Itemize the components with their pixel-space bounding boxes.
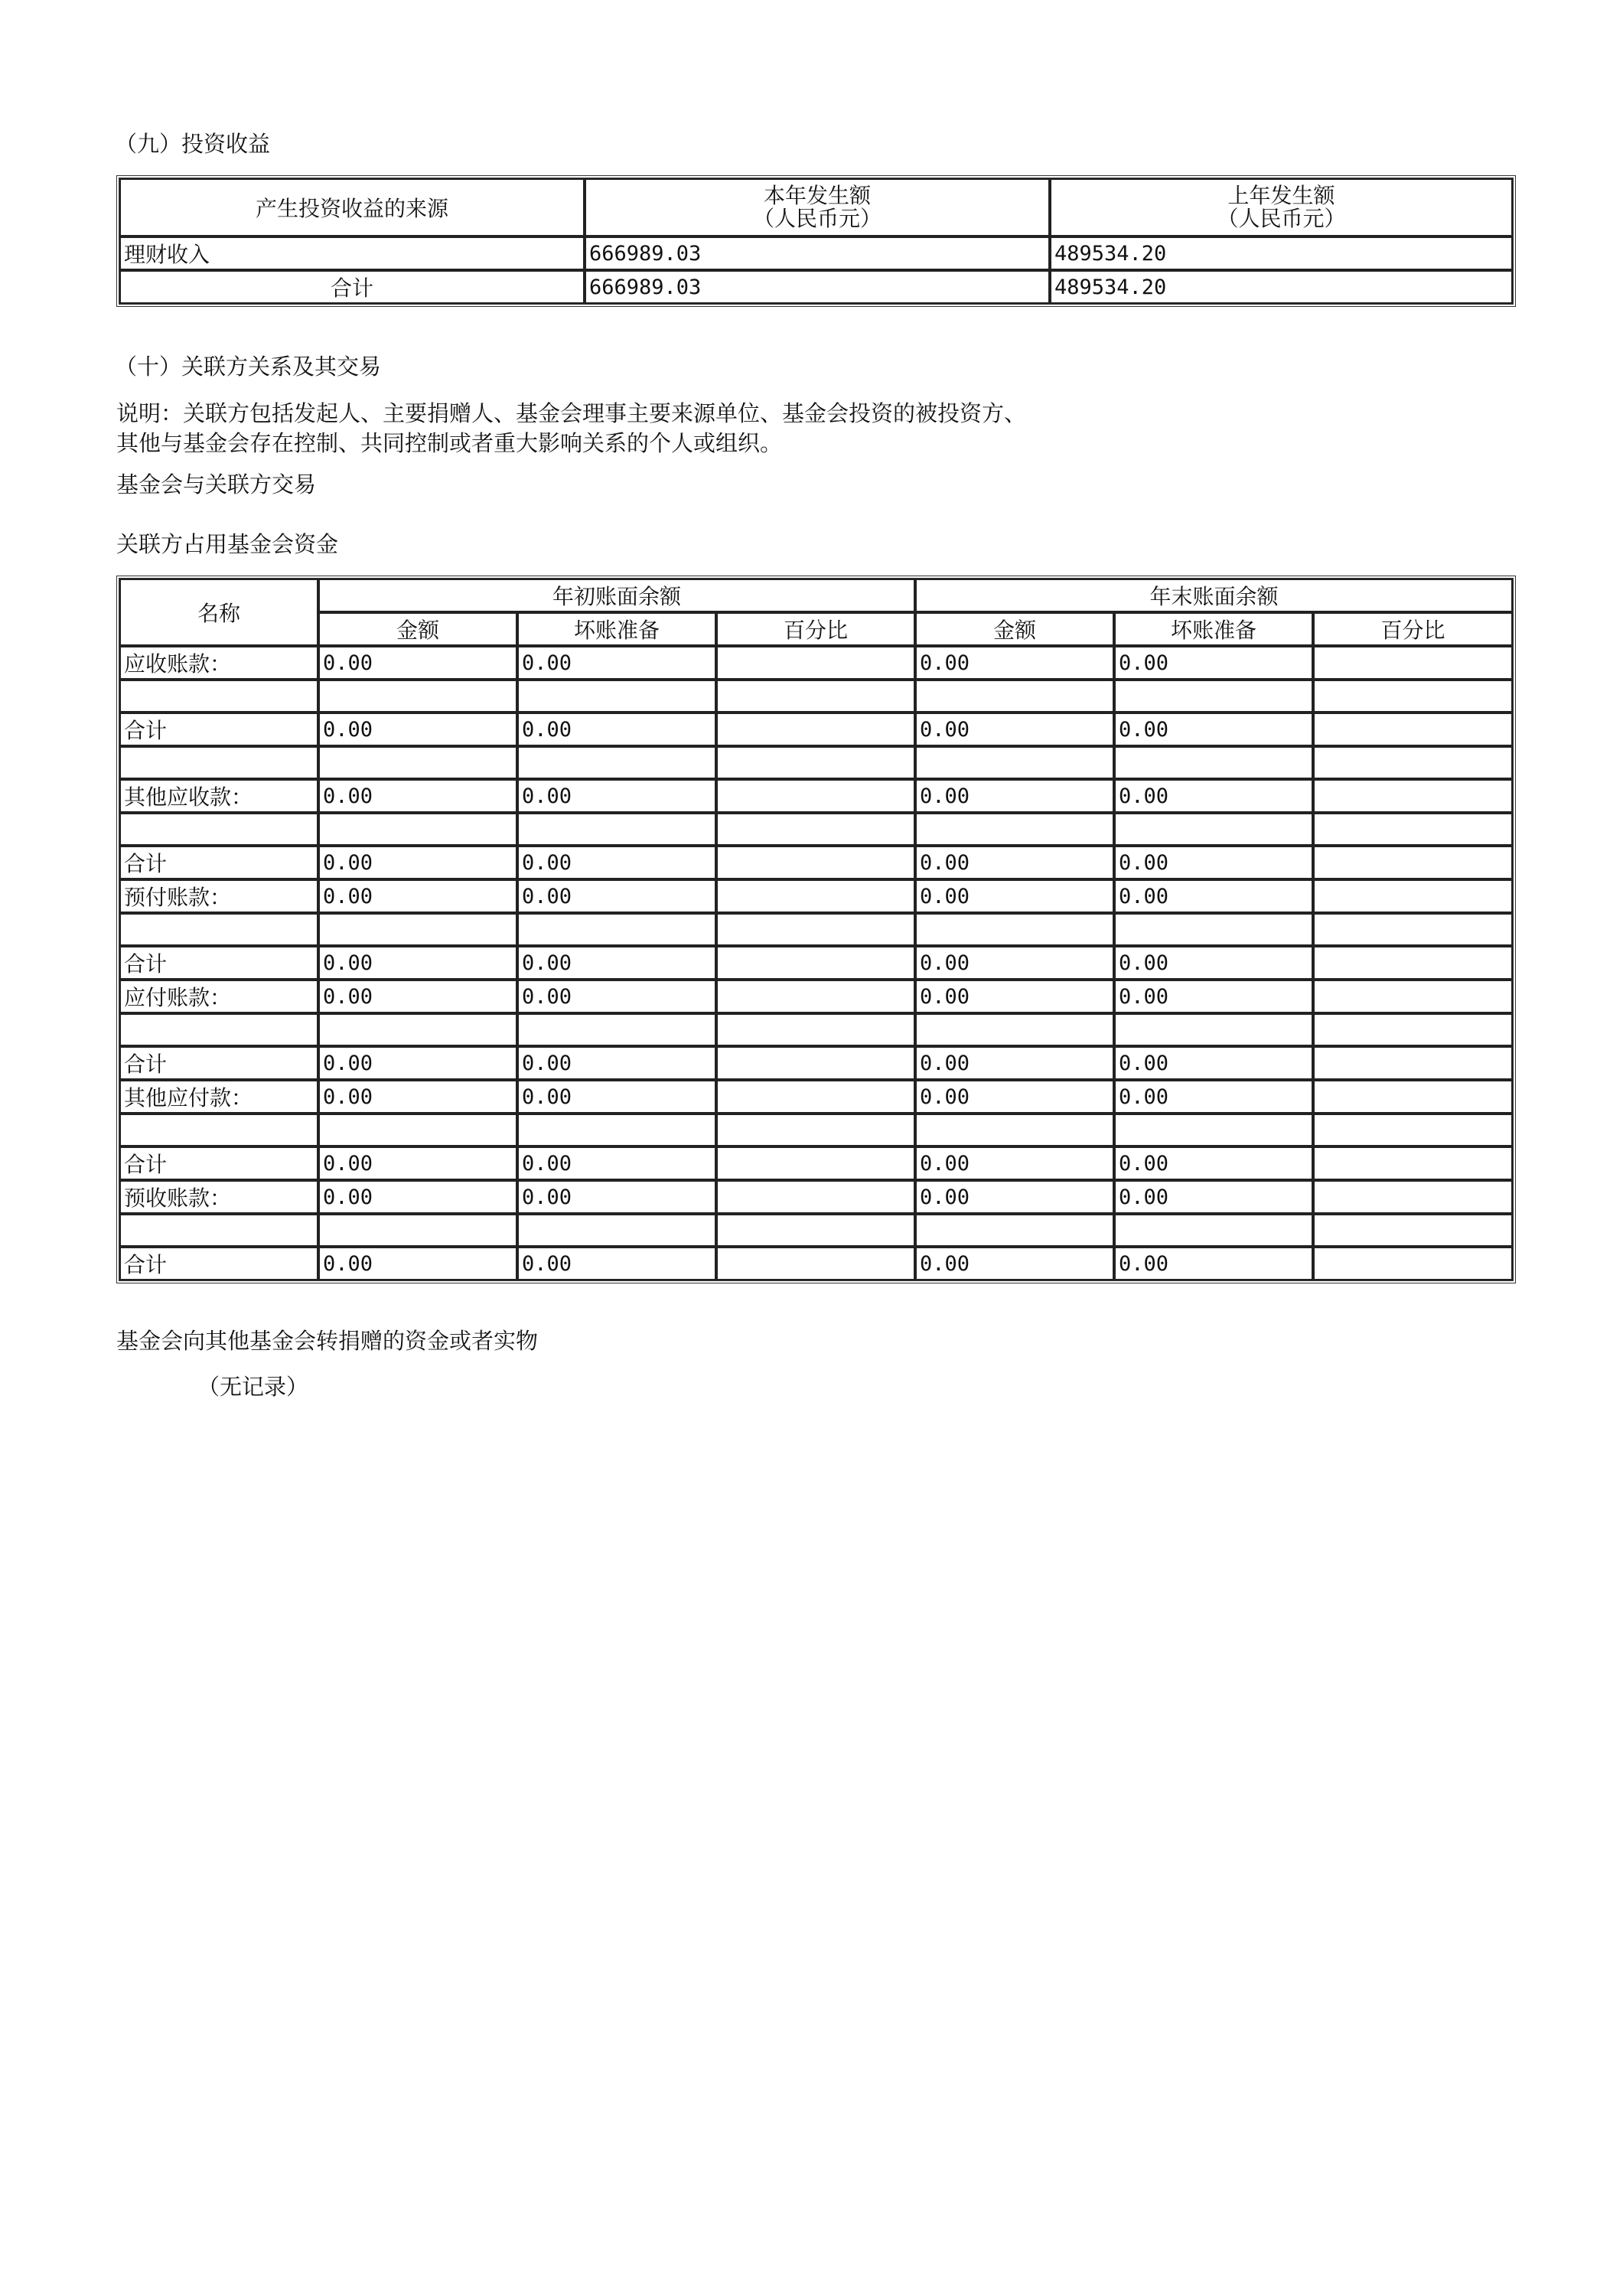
table-row (119, 270, 1513, 304)
begin-bad-debt-cell (517, 1114, 716, 1146)
begin-percent-cell (716, 846, 915, 879)
end-bad-debt-cell: 0.00 (1114, 1180, 1313, 1214)
begin-amount-cell (318, 913, 517, 946)
related-note-line1: 说明：关联方包括发起人、主要捐赠人、基金会理事主要来源单位、基金会投资的被投资方、 (116, 400, 1027, 426)
end-bad-debt-cell (1114, 680, 1313, 713)
begin-bad-debt-cell: 0.00 (517, 1247, 716, 1280)
name-cell (119, 1013, 318, 1046)
table-row (119, 879, 1513, 913)
begin-percent-cell (716, 1046, 915, 1080)
begin-amount-cell: 0.00 (318, 1080, 517, 1114)
current-cell: 666989.03 (585, 270, 1050, 304)
begin-bad-debt-cell: 0.00 (517, 1080, 716, 1114)
begin-amount-cell (318, 1114, 517, 1146)
investment-heading: （九）投资收益 (115, 131, 271, 157)
end-percent-cell (1313, 1080, 1513, 1114)
end-bad-debt-cell: 0.00 (1114, 846, 1313, 879)
begin-amount-cell: 0.00 (318, 1180, 517, 1214)
end-percent-cell (1313, 1046, 1513, 1080)
end-percent-cell (1313, 879, 1513, 913)
begin-percent-cell (716, 946, 915, 980)
table-row (119, 846, 1513, 879)
end-percent-cell (1313, 1013, 1513, 1046)
previous-cell: 489534.20 (1050, 270, 1513, 304)
begin-amount-cell: 0.00 (318, 879, 517, 913)
end-amount-cell: 0.00 (915, 1080, 1114, 1114)
begin-bad-debt-cell: 0.00 (517, 779, 716, 813)
header-name: 名称 (119, 579, 318, 646)
begin-percent-cell (716, 680, 915, 713)
begin-percent-cell (716, 713, 915, 746)
table-row (119, 1013, 1513, 1046)
header-end-bad-debt: 坏账准备 (1114, 612, 1313, 646)
end-percent-cell (1313, 1180, 1513, 1214)
end-percent-cell (1313, 846, 1513, 879)
header-begin-balance: 年初账面余额 (318, 579, 915, 612)
name-cell (119, 746, 318, 779)
source-cell: 理财收入 (119, 236, 585, 270)
begin-amount-cell: 0.00 (318, 646, 517, 680)
end-bad-debt-cell: 0.00 (1114, 980, 1313, 1013)
table-row (119, 1080, 1513, 1114)
name-cell: 预付账款： (119, 879, 318, 913)
end-percent-cell (1313, 1114, 1513, 1146)
name-cell: 其他应付款： (119, 1080, 318, 1114)
end-bad-debt-cell: 0.00 (1114, 1146, 1313, 1180)
header-end-amount: 金额 (915, 612, 1114, 646)
end-percent-cell (1313, 1247, 1513, 1280)
begin-percent-cell (716, 1114, 915, 1146)
begin-amount-cell (318, 813, 517, 846)
end-percent-cell (1313, 1146, 1513, 1180)
end-amount-cell: 0.00 (915, 879, 1114, 913)
occupy-title: 关联方占用基金会资金 (116, 531, 339, 557)
end-bad-debt-cell: 0.00 (1114, 1046, 1313, 1080)
end-amount-cell (915, 680, 1114, 713)
begin-amount-cell: 0.00 (318, 846, 517, 879)
table-row (119, 713, 1513, 746)
end-bad-debt-cell: 0.00 (1114, 713, 1313, 746)
end-percent-cell (1313, 946, 1513, 980)
end-bad-debt-cell: 0.00 (1114, 946, 1313, 980)
end-amount-cell: 0.00 (915, 946, 1114, 980)
table-row (119, 779, 1513, 813)
table-row (119, 680, 1513, 713)
table-row (119, 1214, 1513, 1247)
end-percent-cell (1313, 813, 1513, 846)
begin-bad-debt-cell: 0.00 (517, 713, 716, 746)
name-cell: 预收账款： (119, 1180, 318, 1214)
end-bad-debt-cell (1114, 1114, 1313, 1146)
end-bad-debt-cell (1114, 746, 1313, 779)
end-amount-cell: 0.00 (915, 713, 1114, 746)
end-percent-cell (1313, 980, 1513, 1013)
end-bad-debt-cell: 0.00 (1114, 1080, 1313, 1114)
table-row (119, 1046, 1513, 1080)
begin-bad-debt-cell (517, 913, 716, 946)
name-cell (119, 813, 318, 846)
end-bad-debt-cell: 0.00 (1114, 646, 1313, 680)
name-cell: 合计 (119, 946, 318, 980)
end-amount-cell: 0.00 (915, 646, 1114, 680)
end-amount-cell: 0.00 (915, 846, 1114, 879)
header-begin-percent: 百分比 (716, 612, 915, 646)
header-previous-year: 上年发生额 （人民币元） (1050, 178, 1513, 236)
begin-amount-cell (318, 746, 517, 779)
table-row (119, 813, 1513, 846)
occupy-header-row-2 (119, 612, 1513, 646)
begin-percent-cell (716, 779, 915, 813)
end-percent-cell (1313, 913, 1513, 946)
header-end-percent: 百分比 (1313, 612, 1513, 646)
name-cell: 合计 (119, 846, 318, 879)
name-cell: 其他应收款： (119, 779, 318, 813)
end-percent-cell (1313, 680, 1513, 713)
begin-amount-cell: 0.00 (318, 779, 517, 813)
previous-cell: 489534.20 (1050, 236, 1513, 270)
header-begin-amount: 金额 (318, 612, 517, 646)
end-percent-cell (1313, 646, 1513, 680)
begin-percent-cell (716, 1013, 915, 1046)
table-row (119, 946, 1513, 980)
begin-bad-debt-cell: 0.00 (517, 1180, 716, 1214)
table-row (119, 1114, 1513, 1146)
table-row (119, 1247, 1513, 1280)
transactions-title: 基金会与关联方交易 (116, 471, 317, 497)
begin-amount-cell (318, 680, 517, 713)
total-label-cell: 合计 (119, 270, 585, 304)
header-current-year: 本年发生额 （人民币元） (585, 178, 1050, 236)
begin-percent-cell (716, 1180, 915, 1214)
begin-bad-debt-cell: 0.00 (517, 1146, 716, 1180)
begin-bad-debt-cell (517, 746, 716, 779)
name-cell: 合计 (119, 1247, 318, 1280)
begin-bad-debt-cell (517, 1214, 716, 1247)
end-percent-cell (1313, 713, 1513, 746)
begin-amount-cell: 0.00 (318, 713, 517, 746)
begin-percent-cell (716, 1080, 915, 1114)
begin-percent-cell (716, 746, 915, 779)
end-amount-cell: 0.00 (915, 1247, 1114, 1280)
begin-bad-debt-cell (517, 813, 716, 846)
table-row (119, 746, 1513, 779)
end-amount-cell (915, 1013, 1114, 1046)
begin-percent-cell (716, 980, 915, 1013)
begin-amount-cell (318, 1013, 517, 1046)
end-percent-cell (1313, 746, 1513, 779)
begin-bad-debt-cell: 0.00 (517, 980, 716, 1013)
begin-amount-cell: 0.00 (318, 980, 517, 1013)
begin-amount-cell (318, 1214, 517, 1247)
header-source: 产生投资收益的来源 (119, 178, 585, 236)
table-row (119, 1146, 1513, 1180)
end-amount-cell (915, 913, 1114, 946)
name-cell: 合计 (119, 1046, 318, 1080)
begin-percent-cell (716, 879, 915, 913)
table-row (119, 913, 1513, 946)
begin-bad-debt-cell: 0.00 (517, 879, 716, 913)
end-bad-debt-cell (1114, 813, 1313, 846)
table-row (119, 236, 1513, 270)
name-cell: 应收账款： (119, 646, 318, 680)
end-amount-cell (915, 1214, 1114, 1247)
end-bad-debt-cell: 0.00 (1114, 1247, 1313, 1280)
name-cell (119, 1114, 318, 1146)
end-amount-cell: 0.00 (915, 1180, 1114, 1214)
end-amount-cell: 0.00 (915, 1046, 1114, 1080)
related-heading: （十）关联方关系及其交易 (115, 354, 382, 380)
table-row (119, 1180, 1513, 1214)
name-cell (119, 913, 318, 946)
occupy-header-row-1 (119, 579, 1513, 612)
name-cell (119, 680, 318, 713)
begin-bad-debt-cell (517, 680, 716, 713)
end-amount-cell (915, 813, 1114, 846)
end-percent-cell (1313, 1214, 1513, 1247)
name-cell: 合计 (119, 713, 318, 746)
begin-percent-cell (716, 813, 915, 846)
table-row (119, 646, 1513, 680)
end-bad-debt-cell (1114, 1013, 1313, 1046)
related-note-line2: 其他与基金会存在控制、共同控制或者重大影响关系的个人或组织。 (116, 430, 783, 456)
end-amount-cell (915, 1114, 1114, 1146)
end-amount-cell: 0.00 (915, 779, 1114, 813)
end-amount-cell (915, 746, 1114, 779)
begin-percent-cell (716, 1214, 915, 1247)
name-cell (119, 1214, 318, 1247)
header-begin-bad-debt: 坏账准备 (517, 612, 716, 646)
table-row (119, 980, 1513, 1013)
end-bad-debt-cell (1114, 913, 1313, 946)
end-bad-debt-cell (1114, 1214, 1313, 1247)
investment-income-table (116, 175, 1516, 307)
begin-bad-debt-cell: 0.00 (517, 646, 716, 680)
header-end-balance: 年末账面余额 (915, 579, 1513, 612)
no-record-text: （无记录） (197, 1374, 309, 1400)
name-cell: 合计 (119, 1146, 318, 1180)
name-cell: 应付账款： (119, 980, 318, 1013)
begin-amount-cell: 0.00 (318, 1247, 517, 1280)
occupy-table-body (119, 646, 1513, 1280)
begin-bad-debt-cell (517, 1013, 716, 1046)
begin-amount-cell: 0.00 (318, 1146, 517, 1180)
begin-bad-debt-cell: 0.00 (517, 846, 716, 879)
begin-percent-cell (716, 646, 915, 680)
begin-percent-cell (716, 1247, 915, 1280)
investment-header-row (119, 178, 1513, 236)
end-amount-cell: 0.00 (915, 1146, 1114, 1180)
current-cell: 666989.03 (585, 236, 1050, 270)
end-bad-debt-cell: 0.00 (1114, 879, 1313, 913)
begin-bad-debt-cell: 0.00 (517, 946, 716, 980)
begin-percent-cell (716, 1146, 915, 1180)
transfer-title: 基金会向其他基金会转捐赠的资金或者实物 (116, 1328, 539, 1354)
begin-amount-cell: 0.00 (318, 946, 517, 980)
begin-percent-cell (716, 913, 915, 946)
end-bad-debt-cell: 0.00 (1114, 779, 1313, 813)
begin-bad-debt-cell: 0.00 (517, 1046, 716, 1080)
begin-amount-cell: 0.00 (318, 1046, 517, 1080)
end-amount-cell: 0.00 (915, 980, 1114, 1013)
end-percent-cell (1313, 779, 1513, 813)
related-occupy-table (116, 576, 1516, 1283)
